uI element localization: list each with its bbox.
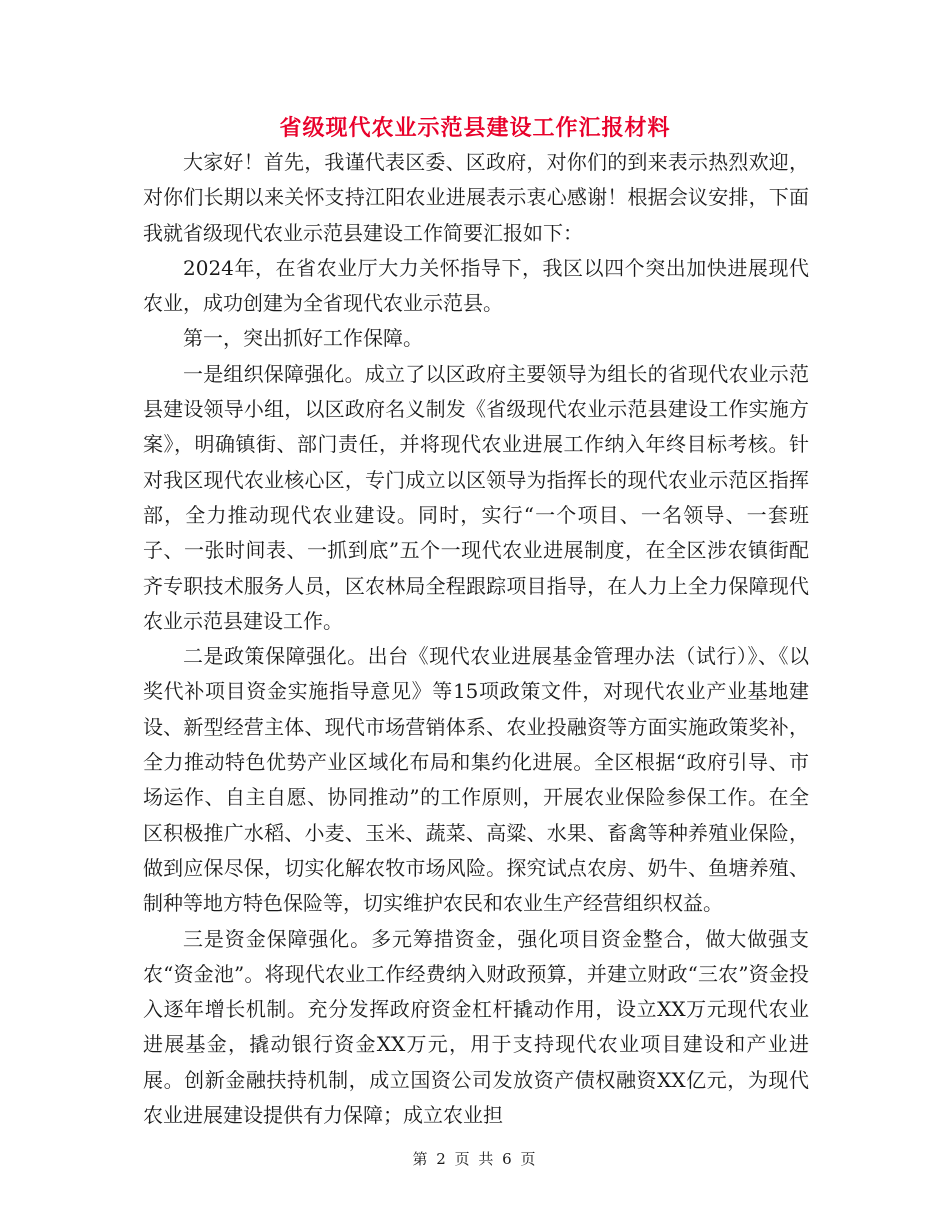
- paragraph-greeting: 大家好！首先，我谨代表区委、区政府，对你们的到来表示热烈欢迎，对你们长期以来关怀支持江阳农业进展表示衷心感谢！根据会议安排，下面我就省级现代农业示范县建设工作简要汇报如下：: [143, 150, 809, 245]
- paragraph-section-heading: 第一，突出抓好工作保障。: [183, 326, 423, 351]
- page-number-footer: 第 2 页 共 6 页: [412, 1150, 538, 1168]
- document-title: 省级现代农业示范县建设工作汇报材料: [279, 115, 671, 141]
- paragraph-overview: 2024年，在省农业厅大力关怀指导下，我区以四个突出加快进展现代农业，成功创建为全省现代农业示范县。: [143, 255, 809, 316]
- paragraph-funding: 三是资金保障强化。多元筹措资金，强化项目资金整合，做大做强支农“资金池”。将现代农业工作经费纳入财政预算，并建立财政“三农”资金投入逐年增长机制。充分发挥政府资金杠杆撬动作用，设立XX万元现代农业进展基金，撬动银行资金XX万元，用于支持现代农业项目建设和产业进展。创新金融扶持机制，成立国资公司发放资产债权融资XX亿元，为现代农业进展建设提供有力保障；成立农业担: [143, 926, 809, 1128]
- paragraph-policy: 二是政策保障强化。出台《现代农业进展基金管理办法（试行）》、《以奖代补项目资金实施指导意见》等15项政策文件，对现代农业产业基地建设、新型经营主体、现代市场营销体系、农业投融资等方面实施政策奖补，全力推动特色优势产业区域化布局和集约化进展。全区根据“政府引导、市场运作、自主自愿、协同推动”的工作原则，开展农业保险参保工作。在全区积极推广水稻、小麦、玉米、蔬菜、高粱、水果、畜禽等种养殖业保险，做到应保尽保，切实化解农牧市场风险。探究试点农房、奶牛、鱼塘养殖、制种等地方特色保险等，切实维护农民和农业生产经营组织权益。: [143, 644, 809, 916]
- paragraph-organization: 一是组织保障强化。成立了以区政府主要领导为组长的省现代农业示范县建设领导小组，以区政府名义制发《省级现代农业示范县建设工作实施方案》，明确镇街、部门责任，并将现代农业进展工作纳入年终目标考核。针对我区现代农业核心区，专门成立以区领导为指挥长的现代农业示范区指挥部，全力推动现代农业建设。同时，实行“一个项目、一名领导、一套班子、一张时间表、一抓到底”五个一现代农业进展制度，在全区涉农镇街配齐专职技术服务人员，区农林局全程跟踪项目指导，在人力上全力保障现代农业示范县建设工作。: [143, 361, 809, 633]
- document-body: [143, 145, 809, 1133]
